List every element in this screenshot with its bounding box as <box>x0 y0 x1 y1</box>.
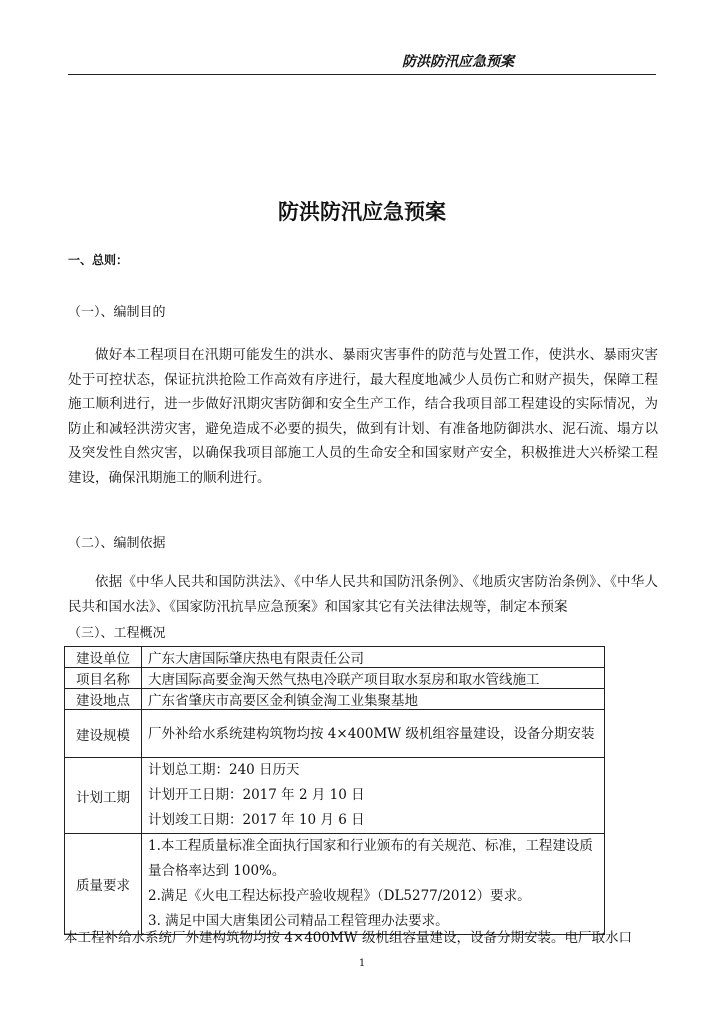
table-value: 大唐国际高要金淘天然气热电冷联产项目取水泵房和取水管线施工 <box>142 668 605 689</box>
schedule-start: 计划开工日期：2017 年 2 月 10 日 <box>148 787 365 803</box>
table-label: 计划工期 <box>65 758 142 834</box>
subsection-heading-basis: （二）、编制依据 <box>68 536 166 551</box>
table-value <box>142 758 605 834</box>
page-number: 1 <box>358 958 366 969</box>
table-label: 质量要求 <box>65 834 142 935</box>
subsection-heading-purpose: （一）、编制目的 <box>68 305 166 320</box>
table-row <box>65 689 605 710</box>
table-label: 建设规模 <box>65 710 142 758</box>
table-label: 项目名称 <box>65 668 142 689</box>
quality-item: 2.满足《火电工程达标投产验收规程》（DL5277/2012）要求。 <box>148 888 531 904</box>
schedule-end: 计划竣工日期：2017 年 10 月 6 日 <box>148 812 365 828</box>
table-value: 广东省肇庆市高要区金利镇金淘工业集聚基地 <box>142 689 605 710</box>
project-overview-table <box>64 646 605 935</box>
continuation-text: 本工程补给水系统厂外建构筑物均按 4×400MW 级机组容量建设，设备分期安装。电厂取水口 <box>64 930 632 946</box>
purpose-paragraph: 做好本工程项目在汛期可能发生的洪水、暴雨灾害事件的防范与处置工作，使洪水、暴雨灾害处于可控状态，保证抗洪抢险工作高效有序进行，最大程度地减少人员伤亡和财产损失，保障工程施工顺利进行，进一步做好汛期灾害防御和安全生产工作，结合我项目部工程建设的实际情况，为防止和减轻洪涝灾害，避免造成不必要的损失，做到有计划、有准备地防御洪水、泥石流、塌方以及突发性自然灾害，以确保我项目部施工人员的生命安全和国家财产安全，积极推进大兴桥梁工程建设，确保汛期施工的顺利进行。 <box>68 347 658 486</box>
table-label: 建设单位 <box>65 647 142 668</box>
quality-item: 3. 满足中国大唐集团公司精品工程管理办法要求。 <box>148 913 449 929</box>
table-row <box>65 668 605 689</box>
basis-paragraph: 依据《中华人民共和国防洪法》、《中华人民共和国防汛条例》、《地质灾害防治条例》、《中华人民共和国水法》、《国家防汛抗旱应急预案》和国家其它有关法律法规等，制定本预案 <box>68 574 658 615</box>
section-heading-general: 一、总则： <box>68 253 129 267</box>
table-row <box>65 758 605 834</box>
quality-item: 1.本工程质量标准全面执行国家和行业颁布的有关规范、标准，工程建设质量合格率达到 100%。 <box>148 838 593 879</box>
table-value: 广东大唐国际肇庆热电有限责任公司 <box>142 647 605 668</box>
table-value: 厂外补给水系统建构筑物均按 4×400MW 级机组容量建设，设备分期安装 <box>142 710 605 758</box>
schedule-total: 计划总工期：240 日历天 <box>148 762 300 778</box>
document-title: 防洪防汛应急预案 <box>278 200 446 224</box>
table-value <box>142 834 605 935</box>
table-row <box>65 710 605 758</box>
table-row <box>65 647 605 668</box>
table-label: 建设地点 <box>65 689 142 710</box>
header-rule <box>68 74 656 75</box>
table-row <box>65 834 605 935</box>
running-header-title: 防洪防汛应急预案 <box>402 54 514 70</box>
subsection-heading-overview: （三）、工程概况 <box>68 626 166 641</box>
